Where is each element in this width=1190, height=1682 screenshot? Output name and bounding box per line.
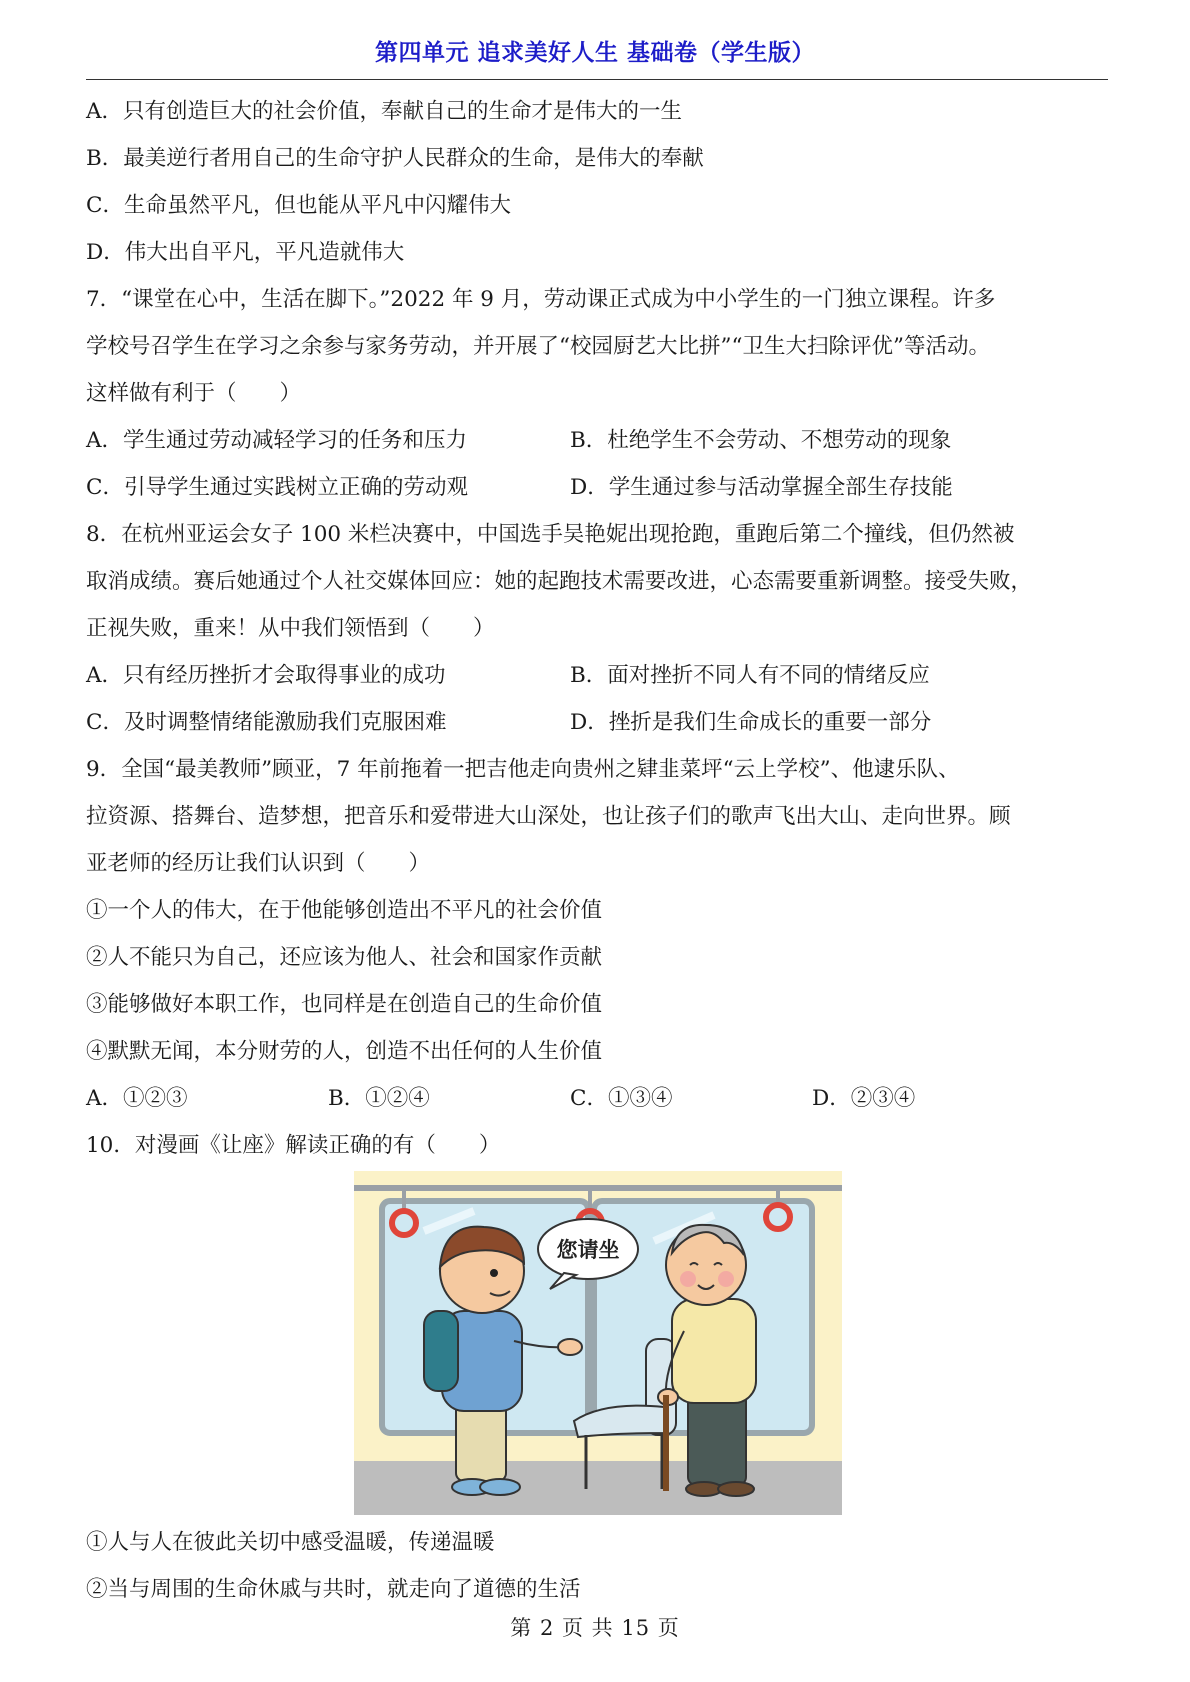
handrail-bar: [354, 1185, 842, 1191]
q9-options-row: [86, 1075, 1116, 1122]
q10-statement-1: ①人与人在彼此关切中感受温暖，传递温暖: [86, 1530, 495, 1555]
q7-stem-line-2: 学校号召学生在学习之余参与家务劳动，并开展了“校园厨艺大比拼”“卫生大扫除评优”等活动。: [86, 334, 990, 359]
q6-option-b: B．最美逆行者用自己的生命守护人民群众的生命，是伟大的奉献: [86, 146, 704, 171]
q7-option-c: C．引导学生通过实践树立正确的劳动观: [86, 475, 468, 500]
page-title: 第四单元 追求美好人生 基础卷（学生版）: [374, 40, 815, 66]
q8-option-b: B．面对挫折不同人有不同的情绪反应: [570, 663, 930, 688]
q6-option-d: D．伟大出自平凡，平凡造就伟大: [86, 240, 405, 265]
q9-option-a: A．①②③: [86, 1086, 188, 1111]
page-content: [86, 88, 1116, 1613]
q9-stem-line-1: 9．全国“最美教师”顾亚，7 年前拖着一把吉他走向贵州之肄韭菜坪“云上学校”、他逮乐队、: [86, 757, 960, 782]
q8-stem-line-1: 8．在杭州亚运会女子 100 米栏决赛中，中国选手吴艳妮出现抢跑，重跑后第二个撞线，但仍然被: [86, 522, 1015, 547]
q7-option-b: B．杜绝学生不会劳动、不想劳动的现象: [570, 428, 952, 453]
q7-option-d: D．学生通过参与活动掌握全部生存技能: [570, 475, 953, 500]
page-number: 第 2 页 共 15 页: [510, 1616, 680, 1640]
q7-option-a: A．学生通过劳动减轻学习的任务和压力: [86, 428, 468, 453]
speech-bubble-text: 您请坐: [556, 1238, 620, 1262]
q8-options-row-1: [86, 652, 1116, 699]
q10-stem: 10．对漫画《让座》解读正确的有（ ）: [86, 1133, 501, 1158]
q8-options-row-2: [86, 699, 1116, 746]
q8-stem-line-2: 取消成绩。赛后她通过个人社交媒体回应：她的起跑技术需要改进，心态需要重新调整。接受失败，: [86, 569, 1033, 594]
q7-stem-line-3: 这样做有利于（ ）: [86, 381, 302, 406]
q9-statement-3: ③能够做好本职工作，也同样是在创造自己的生命价值: [86, 992, 603, 1017]
q7-options-row-1: [86, 417, 1116, 464]
q9-stem-line-2: 拉资源、搭舞台、造梦想，把音乐和爱带进大山深处，也让孩子们的歌声飞出大山、走向世界。顾: [86, 804, 1011, 829]
q8-option-a: A．只有经历挫折才会取得事业的成功: [86, 663, 446, 688]
cartoon-illustration: [354, 1171, 842, 1515]
q8-stem-line-3: 正视失败，重来！从中我们领悟到（ ）: [86, 616, 495, 641]
q7-options-row-2: [86, 464, 1116, 511]
q7-stem-line-1: 7．“课堂在心中，生活在脚下。”2022 年 9 月，劳动课正式成为中小学生的一门独立课程。许多: [86, 287, 996, 312]
q9-option-b: B．①②④: [328, 1086, 430, 1111]
q9-statement-4: ④默默无闻，本分财劳的人，创造不出任何的人生价值: [86, 1039, 603, 1064]
q10-statement-2: ②当与周围的生命休戚与共时，就走向了道德的生活: [86, 1577, 581, 1602]
q8-option-c: C．及时调整情绪能激励我们克服困难: [86, 710, 447, 735]
q8-option-d: D．挫折是我们生命成长的重要一部分: [570, 710, 932, 735]
q9-statement-2: ②人不能只为自己，还应该为他人、社会和国家作贡献: [86, 945, 603, 970]
q9-stem-line-3: 亚老师的经历让我们认识到（ ）: [86, 851, 431, 876]
q9-statement-1: ①一个人的伟大，在于他能够创造出不平凡的社会价值: [86, 898, 603, 923]
cartoon-floor: [354, 1461, 842, 1515]
header-divider: [86, 79, 1108, 80]
q6-option-a: A．只有创造巨大的社会价值，奉献自己的生命才是伟大的一生: [86, 99, 683, 124]
q9-option-d: D．②③④: [812, 1086, 916, 1111]
q6-option-c: C．生命虽然平凡，但也能从平凡中闪耀伟大: [86, 193, 511, 218]
cartoon-give-up-seat: [354, 1171, 842, 1515]
q9-option-c: C．①③④: [570, 1086, 673, 1111]
